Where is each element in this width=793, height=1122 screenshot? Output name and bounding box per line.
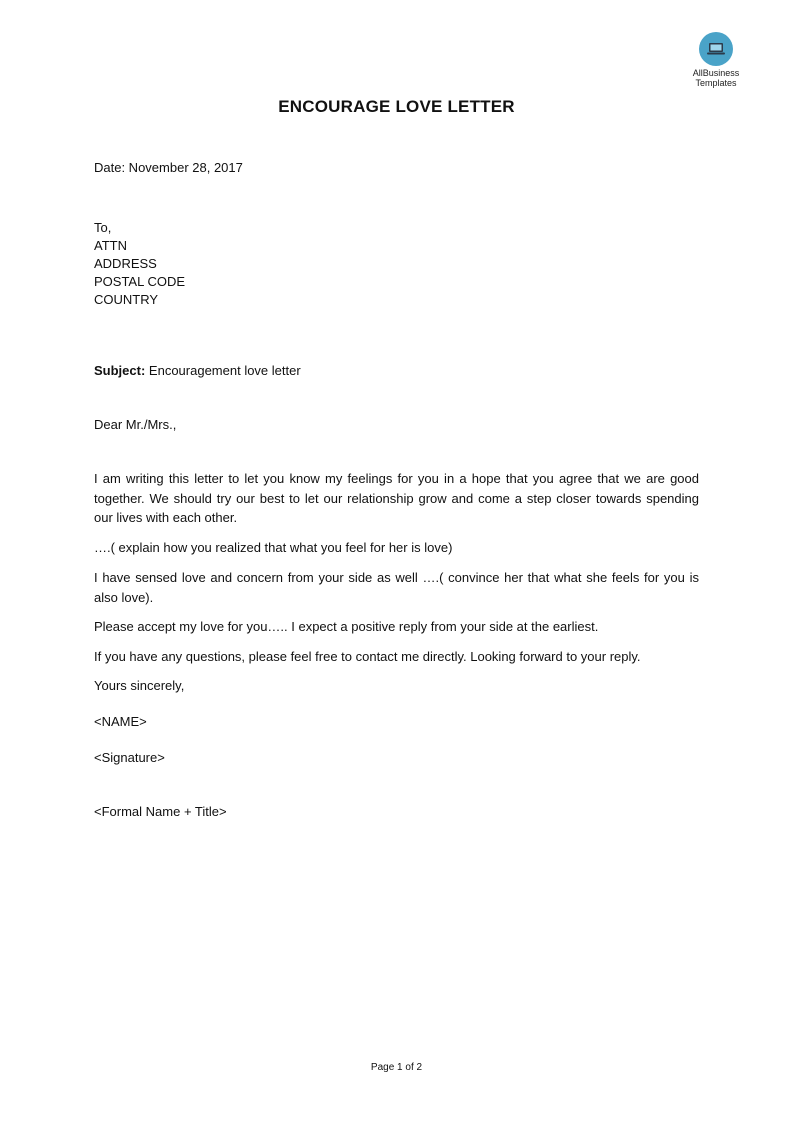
body-paragraph-3: I have sensed love and concern from your side as well ….( convince her that what she feels for you is also love).: [94, 570, 699, 605]
laptop-icon: [699, 32, 733, 66]
sender-name: <NAME>: [94, 714, 147, 729]
address-attn: ATTN: [94, 238, 127, 253]
document-title: ENCOURAGE LOVE LETTER: [278, 97, 515, 116]
address-street: ADDRESS: [94, 256, 157, 271]
closing: Yours sincerely,: [94, 678, 185, 693]
recipient-address: [94, 219, 185, 309]
date-line: Date: November 28, 2017: [94, 160, 243, 175]
address-postal: POSTAL CODE: [94, 274, 186, 289]
logo-text: [686, 68, 746, 88]
body-paragraph-4: Please accept my love for you….. I expect a positive reply from your side at the earliest.: [94, 619, 599, 634]
logo-line-2: Templates: [695, 78, 737, 88]
body-paragraph-1: I am writing this letter to let you know my feelings for you in a hope that you agree that we are good together. We should try our best to let our relationship grow and come a step closer towards spending our lives with each other.: [94, 471, 699, 525]
salutation: Dear Mr./Mrs.,: [94, 417, 177, 432]
signature-placeholder: <Signature>: [94, 750, 165, 765]
address-to: To,: [94, 220, 112, 235]
logo-line-1: AllBusiness: [692, 68, 740, 78]
subject-line: [94, 362, 301, 380]
body-paragraph-5: If you have any questions, please feel free to contact me directly. Looking forward to your reply.: [94, 649, 641, 664]
subject-text: Encouragement love letter: [148, 363, 301, 378]
formal-name-title: <Formal Name + Title>: [94, 804, 227, 819]
page-number: Page 1 of 2: [370, 1062, 423, 1073]
subject-label: Subject:: [94, 363, 146, 378]
brand-logo: [686, 32, 746, 88]
body-paragraph-2: ….( explain how you realized that what you feel for her is love): [94, 540, 453, 555]
address-country: COUNTRY: [94, 292, 159, 307]
